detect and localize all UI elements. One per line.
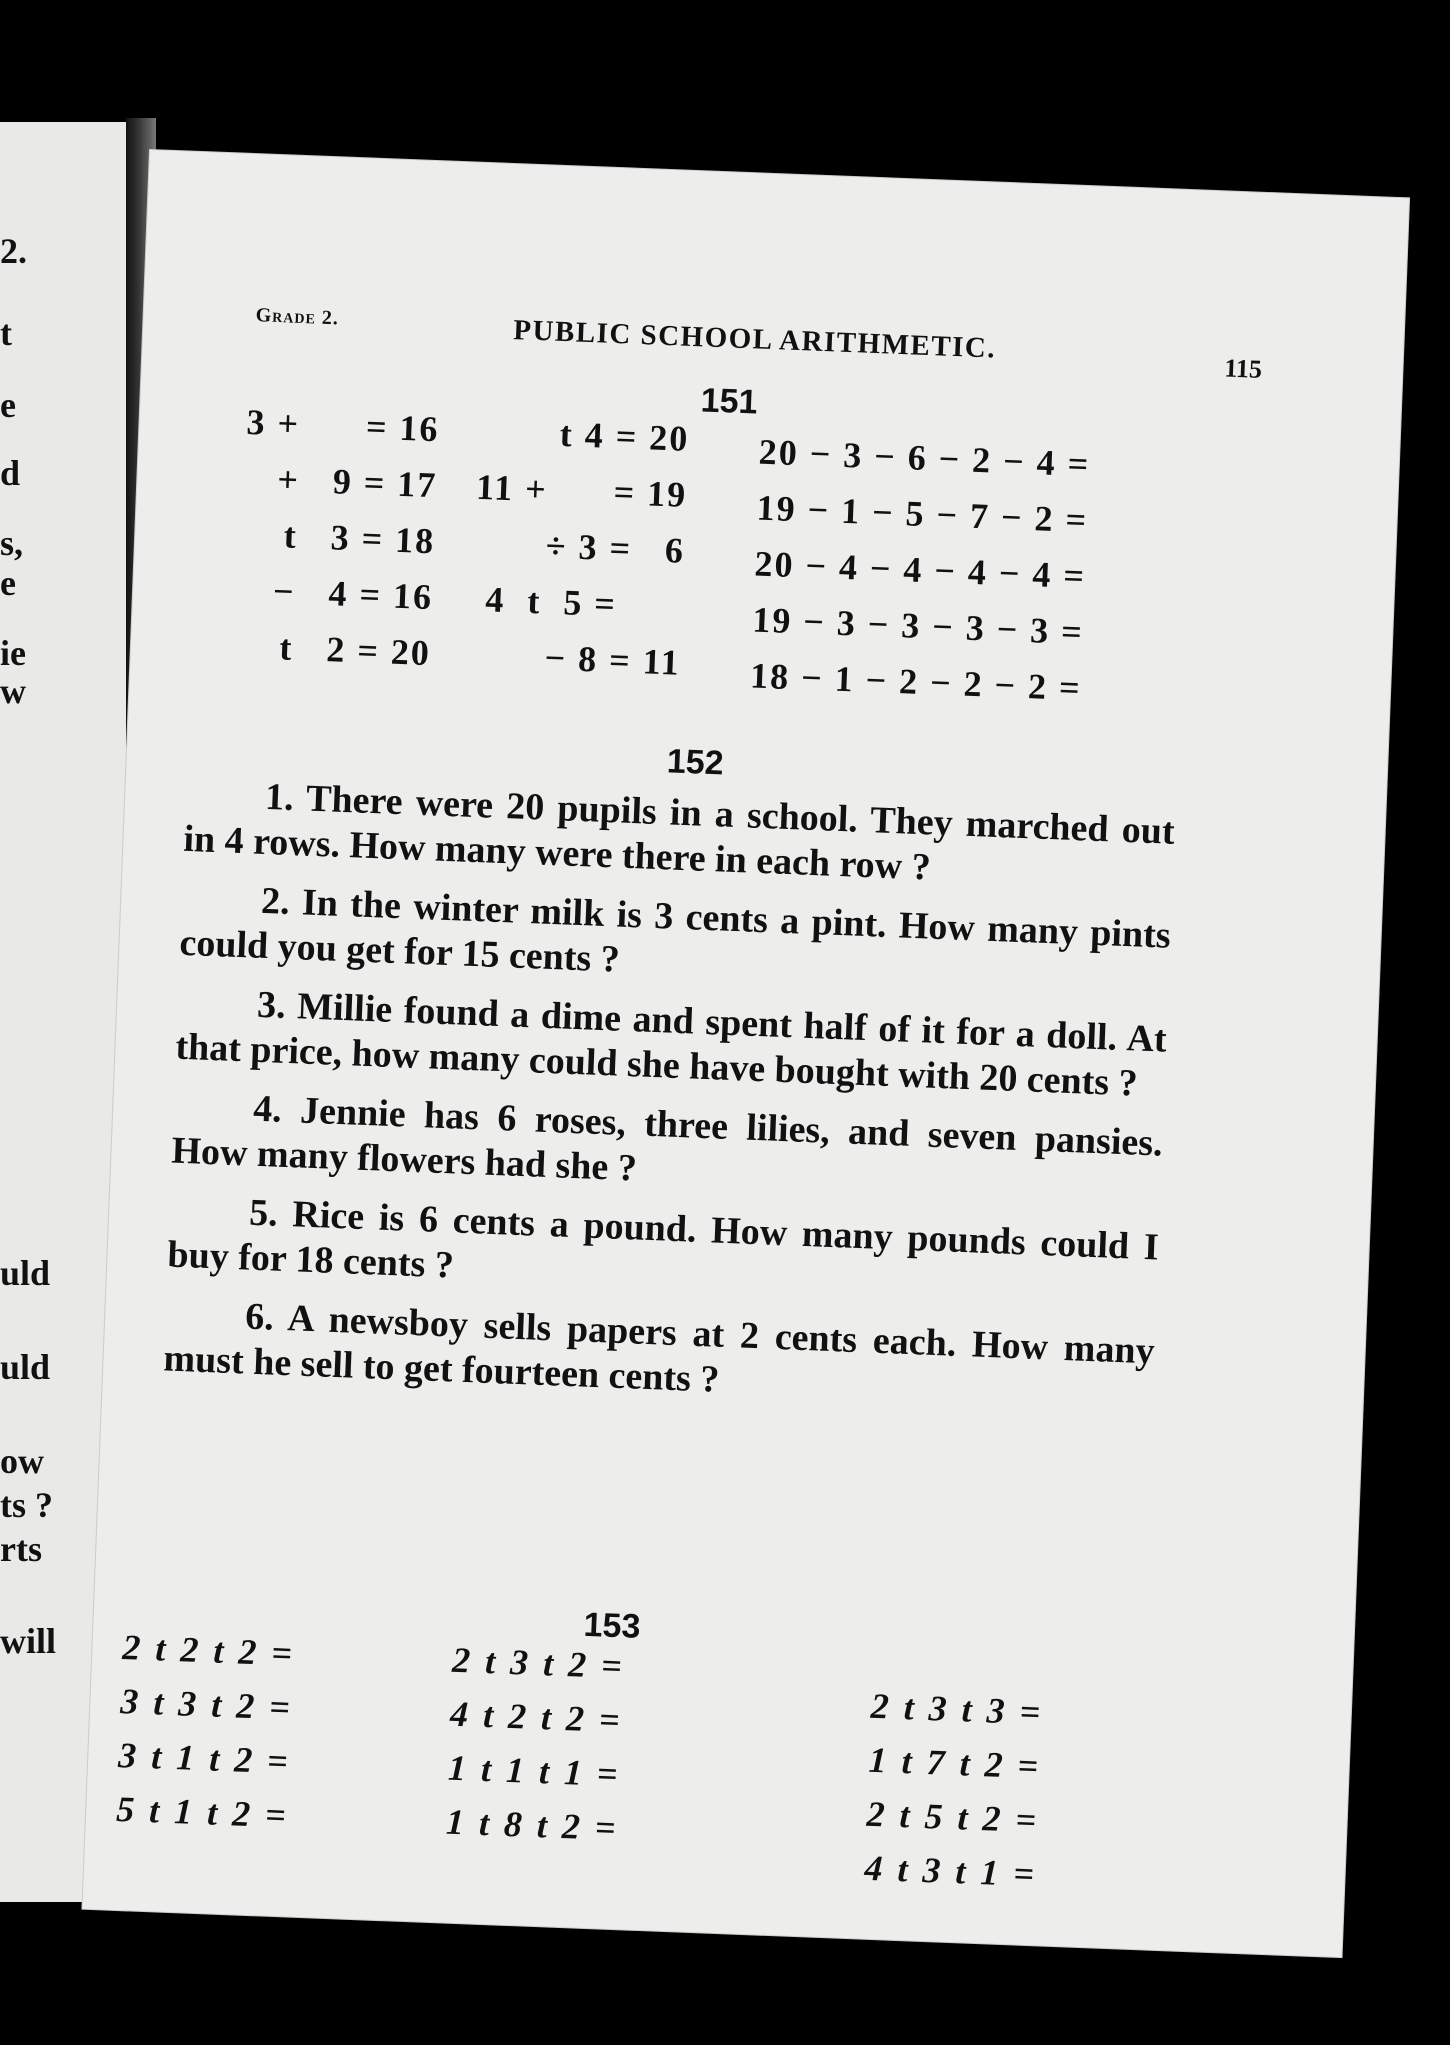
equation-column xyxy=(200,393,441,682)
left-page-fragment: e xyxy=(0,385,16,425)
equation: t 3 = 18 xyxy=(283,515,436,562)
equation: 1 t 7 t 2 = xyxy=(867,1739,1042,1787)
equation: 19 − 1 − 5 − 7 − 2 = xyxy=(755,487,1089,541)
left-page-fragment: rts xyxy=(0,1529,42,1569)
running-head-title: PUBLIC SCHOOL ARITHMETIC. xyxy=(512,314,997,365)
equation: 1 t 8 t 2 = xyxy=(445,1801,620,1849)
left-page-fragment: uld xyxy=(0,1253,51,1293)
left-page-fragment: e xyxy=(0,563,16,603)
equation-column xyxy=(445,1633,683,1858)
equation: t 2 = 20 xyxy=(278,627,432,674)
equation: 5 t 1 t 2 = xyxy=(115,1788,290,1836)
equation: ÷ 3 = 6 xyxy=(545,525,686,571)
word-problem: 1. There were 20 pupils in a school. They marched out in 4 rows. How many were there in each row ? xyxy=(182,775,1176,889)
equation: 3 t 3 t 2 = xyxy=(119,1681,294,1728)
word-problem: 5. Rice is 6 cents a pound. How many pounds could I buy for 18 cents ? xyxy=(166,1191,1160,1287)
equation: − 8 = 11 xyxy=(543,637,682,683)
left-page-fragment: uld xyxy=(0,1347,51,1387)
word-problem: 3. Millie found a dime and spent half of it for a doll. At that price, how many could she have bought with 20 cents ? xyxy=(174,983,1168,1105)
section-number: 153 xyxy=(582,1605,642,1646)
equation: 3 t 1 t 2 = xyxy=(117,1734,292,1782)
left-page-fragment: w xyxy=(0,671,26,711)
word-problem: 2. In the winter milk is 3 cents a pint. How many pints could you get for 15 cents ? xyxy=(178,879,1172,981)
equation: t 4 = 20 xyxy=(559,413,691,459)
equation: + 9 = 17 xyxy=(276,459,439,506)
word-problems xyxy=(162,772,1175,1434)
left-page-fragment: d xyxy=(0,453,21,493)
equation: 20 − 4 − 4 − 4 − 4 = xyxy=(753,543,1087,597)
equation-column xyxy=(864,1679,1102,1904)
equation-column xyxy=(749,424,1159,719)
equation: 4 t 3 t 1 = xyxy=(863,1847,1038,1895)
equation: 20 − 3 − 6 − 2 − 4 = xyxy=(758,431,1091,485)
equation: 4 t 5 = xyxy=(484,579,684,627)
left-page-fragment: will xyxy=(0,1621,57,1661)
equation: 2 t 2 t 2 = xyxy=(121,1627,296,1674)
equation: 11 + = 19 xyxy=(475,466,688,515)
left-page-fragment: ow xyxy=(0,1441,44,1481)
equation: 2 t 3 t 2 = xyxy=(451,1639,626,1687)
running-head-grade: Grade 2. xyxy=(255,304,340,330)
equation: 4 t 2 t 2 = xyxy=(449,1693,624,1741)
equation-column xyxy=(430,401,691,690)
section-number: 152 xyxy=(666,742,725,783)
page-number: 115 xyxy=(1223,353,1263,384)
left-page-fragment: s, xyxy=(0,523,24,563)
left-page-fragment: ie xyxy=(0,633,26,673)
equation: − 4 = 16 xyxy=(272,571,434,618)
equation: 2 t 3 t 3 = xyxy=(870,1685,1044,1733)
equation: 3 + = 16 xyxy=(245,401,441,450)
section-number: 151 xyxy=(700,381,759,422)
equation: 1 t 1 t 1 = xyxy=(447,1747,622,1795)
word-problem: 6. A newsboy sells papers at 2 cents each. How many must he sell to get fourteen cents ? xyxy=(162,1295,1156,1401)
equation: 19 − 3 − 3 − 3 − 3 = xyxy=(751,599,1085,653)
left-page-fragment: ts ? xyxy=(0,1485,53,1525)
equation-column xyxy=(115,1620,353,1845)
left-page-fragment: 2. xyxy=(0,231,27,271)
equation: 2 t 5 t 2 = xyxy=(865,1793,1040,1841)
book-page xyxy=(82,150,1409,1957)
word-problem: 4. Jennie has 6 roses, three lilies, and seven pansies. How many flowers had she ? xyxy=(170,1087,1164,1190)
left-page-fragment: t xyxy=(0,313,12,353)
equation: 18 − 1 − 2 − 2 − 2 = xyxy=(749,655,1083,709)
